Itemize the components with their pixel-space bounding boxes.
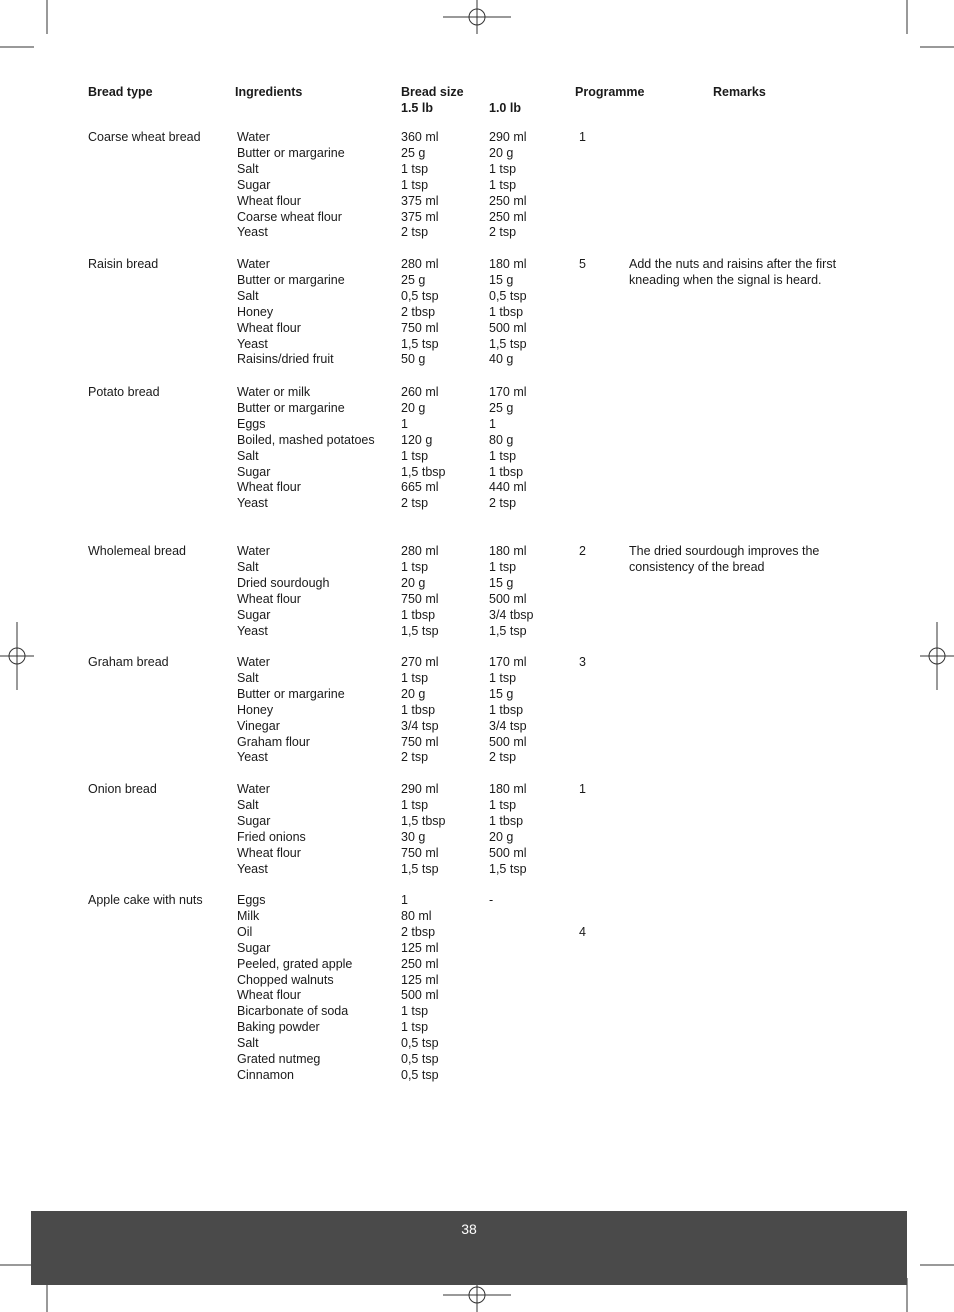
ingredient-name: Fried onions: [237, 830, 306, 844]
ingredient-name: Baking powder: [237, 1020, 320, 1034]
amount-1-0-lb: 1,5 tsp: [489, 337, 527, 351]
header-bread-size: Bread size: [401, 85, 464, 99]
ingredient-name: Dried sourdough: [237, 576, 330, 590]
amount-1-0-lb: -: [489, 893, 494, 907]
ingredient-name: Salt: [237, 798, 259, 812]
amount-1-0-lb: 2 tsp: [489, 225, 517, 239]
amount-1-5-lb: 0,5 tsp: [401, 289, 439, 303]
recipe-name: Wholemeal bread: [88, 544, 186, 558]
ingredient-name: Wheat flour: [237, 988, 301, 1002]
ingredient-name: Wheat flour: [237, 321, 301, 335]
ingredient-name: Sugar: [237, 608, 271, 622]
amount-1-0-lb: 3/4 tsp: [489, 719, 527, 733]
ingredient-name: Honey: [237, 305, 274, 319]
ingredient-name: Water: [237, 782, 270, 796]
amount-1-5-lb: 375 ml: [401, 210, 439, 224]
ingredient-name: Water: [237, 544, 270, 558]
amount-1-5-lb: 2 tsp: [401, 225, 429, 239]
ingredient-name: Cinnamon: [237, 1068, 294, 1082]
amount-1-0-lb: 20 g: [489, 146, 514, 160]
amount-1-0-lb: 3/4 tbsp: [489, 608, 534, 622]
amount-1-5-lb: 290 ml: [401, 782, 439, 796]
header-programme: Programme: [575, 85, 645, 99]
amount-1-0-lb: 250 ml: [489, 194, 527, 208]
ingredient-name: Raisins/dried fruit: [237, 352, 334, 366]
amount-1-0-lb: 15 g: [489, 273, 514, 287]
amount-1-5-lb: 1 tsp: [401, 1004, 429, 1018]
ingredient-name: Butter or margarine: [237, 146, 345, 160]
ingredient-name: Salt: [237, 162, 259, 176]
amount-1-5-lb: 20 g: [401, 576, 426, 590]
amount-1-5-lb: 25 g: [401, 273, 426, 287]
programme-number: 1: [579, 782, 586, 796]
amount-1-5-lb: 3/4 tsp: [401, 719, 439, 733]
ingredient-name: Yeast: [237, 624, 268, 638]
amount-1-5-lb: 1,5 tsp: [401, 862, 439, 876]
ingredient-name: Wheat flour: [237, 846, 301, 860]
recipe-name: Graham bread: [88, 655, 169, 669]
recipe-name: Coarse wheat bread: [88, 130, 201, 144]
amount-1-5-lb: 280 ml: [401, 544, 439, 558]
amount-1-5-lb: 20 g: [401, 401, 426, 415]
amount-1-0-lb: 180 ml: [489, 782, 527, 796]
amount-1-5-lb: 0,5 tsp: [401, 1068, 439, 1082]
amount-1-5-lb: 0,5 tsp: [401, 1036, 439, 1050]
amount-1-0-lb: 290 ml: [489, 130, 527, 144]
ingredient-name: Yeast: [237, 750, 268, 764]
amount-1-0-lb: 1 tbsp: [489, 465, 524, 479]
amount-1-0-lb: 15 g: [489, 687, 514, 701]
ingredient-name: Yeast: [237, 225, 268, 239]
amount-1-5-lb: 270 ml: [401, 655, 439, 669]
recipe-name: Raisin bread: [88, 257, 159, 271]
ingredient-name: Yeast: [237, 337, 268, 351]
amount-1-5-lb: 80 ml: [401, 909, 432, 923]
amount-1-0-lb: 1 tsp: [489, 178, 517, 192]
amount-1-5-lb: 1 tbsp: [401, 608, 436, 622]
ingredient-name: Honey: [237, 703, 274, 717]
ingredient-name: Graham flour: [237, 735, 310, 749]
ingredient-name: Chopped walnuts: [237, 973, 334, 987]
amount-1-0-lb: 1 tsp: [489, 798, 517, 812]
amount-1-5-lb: 25 g: [401, 146, 426, 160]
amount-1-5-lb: 125 ml: [401, 973, 439, 987]
amount-1-5-lb: 1,5 tbsp: [401, 814, 446, 828]
ingredient-name: Oil: [237, 925, 253, 939]
amount-1-0-lb: 1 tsp: [489, 449, 517, 463]
header-bread-type: Bread type: [88, 85, 153, 99]
amount-1-0-lb: 170 ml: [489, 655, 527, 669]
recipe-remark: The dried sourdough improves the consistency of the bread: [629, 544, 820, 574]
amount-1-5-lb: 280 ml: [401, 257, 439, 271]
ingredient-name: Sugar: [237, 178, 271, 192]
ingredient-name: Salt: [237, 289, 259, 303]
amount-1-5-lb: 1 tsp: [401, 671, 429, 685]
amount-1-5-lb: 125 ml: [401, 941, 439, 955]
recipe-name: Onion bread: [88, 782, 157, 796]
amount-1-0-lb: 250 ml: [489, 210, 527, 224]
amount-1-5-lb: 0,5 tsp: [401, 1052, 439, 1066]
ingredient-name: Boiled, mashed potatoes: [237, 433, 375, 447]
amount-1-0-lb: 500 ml: [489, 592, 527, 606]
ingredient-name: Butter or margarine: [237, 273, 345, 287]
amount-1-5-lb: 1 tsp: [401, 1020, 429, 1034]
amount-1-0-lb: 2 tsp: [489, 496, 517, 510]
amount-1-0-lb: 1 tsp: [489, 560, 517, 574]
amount-1-0-lb: 1 tbsp: [489, 814, 524, 828]
amount-1-5-lb: 20 g: [401, 687, 426, 701]
page-footer: [31, 1211, 907, 1285]
ingredient-name: Vinegar: [237, 719, 280, 733]
amount-1-5-lb: 1 tsp: [401, 560, 429, 574]
ingredient-name: Peeled, grated apple: [237, 957, 353, 971]
programme-number: 4: [579, 925, 586, 939]
amount-1-5-lb: 30 g: [401, 830, 426, 844]
amount-1-5-lb: 750 ml: [401, 846, 439, 860]
ingredient-name: Salt: [237, 449, 259, 463]
amount-1-5-lb: 1 tbsp: [401, 703, 436, 717]
ingredient-name: Wheat flour: [237, 592, 301, 606]
amount-1-0-lb: 20 g: [489, 830, 514, 844]
amount-1-5-lb: 750 ml: [401, 592, 439, 606]
amount-1-0-lb: 25 g: [489, 401, 514, 415]
programme-number: 3: [579, 655, 586, 669]
amount-1-0-lb: 1 tbsp: [489, 305, 524, 319]
amount-1-0-lb: 180 ml: [489, 257, 527, 271]
amount-1-0-lb: 180 ml: [489, 544, 527, 558]
ingredient-name: Coarse wheat flour: [237, 210, 342, 224]
ingredient-name: Eggs: [237, 417, 266, 431]
header-remarks: Remarks: [713, 85, 766, 99]
amount-1-5-lb: 1 tsp: [401, 449, 429, 463]
recipe-remark: Add the nuts and raisins after the first kneading when the signal is heard.: [629, 257, 837, 287]
amount-1-5-lb: 1,5 tbsp: [401, 465, 446, 479]
ingredient-name: Yeast: [237, 496, 268, 510]
ingredient-name: Yeast: [237, 862, 268, 876]
ingredient-name: Water: [237, 257, 270, 271]
amount-1-0-lb: 40 g: [489, 352, 514, 366]
amount-1-0-lb: 500 ml: [489, 321, 527, 335]
ingredient-name: Grated nutmeg: [237, 1052, 321, 1066]
amount-1-0-lb: 500 ml: [489, 846, 527, 860]
recipe-name: Apple cake with nuts: [88, 893, 203, 907]
ingredient-name: Salt: [237, 560, 259, 574]
ingredient-name: Water: [237, 655, 270, 669]
amount-1-0-lb: 0,5 tsp: [489, 289, 527, 303]
programme-number: 2: [579, 544, 586, 558]
amount-1-5-lb: 1 tsp: [401, 798, 429, 812]
amount-1-0-lb: 1: [489, 417, 496, 431]
ingredient-name: Eggs: [237, 893, 266, 907]
amount-1-0-lb: 1 tsp: [489, 162, 517, 176]
amount-1-5-lb: 50 g: [401, 352, 426, 366]
amount-1-5-lb: 1,5 tsp: [401, 624, 439, 638]
amount-1-0-lb: 1 tsp: [489, 671, 517, 685]
amount-1-5-lb: 750 ml: [401, 735, 439, 749]
amount-1-5-lb: 120 g: [401, 433, 433, 447]
ingredient-name: Water or milk: [237, 385, 311, 399]
amount-1-5-lb: 260 ml: [401, 385, 439, 399]
ingredient-name: Salt: [237, 1036, 259, 1050]
ingredient-name: Sugar: [237, 465, 271, 479]
amount-1-5-lb: 375 ml: [401, 194, 439, 208]
amount-1-5-lb: 1 tsp: [401, 178, 429, 192]
ingredient-name: Salt: [237, 671, 259, 685]
amount-1-5-lb: 500 ml: [401, 988, 439, 1002]
amount-1-0-lb: 500 ml: [489, 735, 527, 749]
ingredient-name: Bicarbonate of soda: [237, 1004, 349, 1018]
amount-1-5-lb: 1: [401, 893, 408, 907]
amount-1-5-lb: 2 tbsp: [401, 305, 436, 319]
ingredient-name: Sugar: [237, 941, 271, 955]
amount-1-0-lb: 15 g: [489, 576, 514, 590]
amount-1-5-lb: 1: [401, 417, 408, 431]
amount-1-5-lb: 2 tsp: [401, 496, 429, 510]
ingredient-name: Milk: [237, 909, 260, 923]
amount-1-5-lb: 2 tbsp: [401, 925, 436, 939]
amount-1-0-lb: 1,5 tsp: [489, 624, 527, 638]
ingredient-name: Water: [237, 130, 270, 144]
header-ingredients: Ingredients: [235, 85, 303, 99]
ingredient-name: Wheat flour: [237, 194, 301, 208]
amount-1-5-lb: 2 tsp: [401, 750, 429, 764]
amount-1-5-lb: 665 ml: [401, 480, 439, 494]
programme-number: 5: [579, 257, 586, 271]
amount-1-0-lb: 80 g: [489, 433, 514, 447]
amount-1-5-lb: 1 tsp: [401, 162, 429, 176]
recipe-name: Potato bread: [88, 385, 160, 399]
amount-1-5-lb: 1,5 tsp: [401, 337, 439, 351]
amount-1-0-lb: 440 ml: [489, 480, 527, 494]
amount-1-0-lb: 1,5 tsp: [489, 862, 527, 876]
amount-1-0-lb: 170 ml: [489, 385, 527, 399]
programme-number: 1: [579, 130, 586, 144]
ingredient-name: Wheat flour: [237, 480, 301, 494]
amount-1-5-lb: 250 ml: [401, 957, 439, 971]
page-number: 38: [461, 1221, 477, 1237]
header-size-1-5-lb: 1.5 lb: [401, 101, 433, 115]
header-size-1-0-lb: 1.0 lb: [489, 101, 521, 115]
ingredient-name: Butter or margarine: [237, 401, 345, 415]
ingredient-name: Sugar: [237, 814, 271, 828]
amount-1-0-lb: 1 tbsp: [489, 703, 524, 717]
amount-1-0-lb: 2 tsp: [489, 750, 517, 764]
ingredient-name: Butter or margarine: [237, 687, 345, 701]
amount-1-5-lb: 360 ml: [401, 130, 439, 144]
amount-1-5-lb: 750 ml: [401, 321, 439, 335]
